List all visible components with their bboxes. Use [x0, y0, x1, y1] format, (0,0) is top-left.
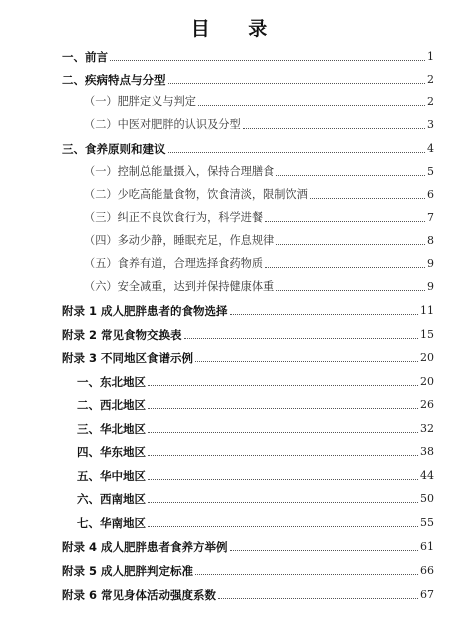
- toc-entry-appendix-5[interactable]: [62, 560, 434, 578]
- toc-entry-label: 三、华北地区: [77, 422, 146, 436]
- leader-dots: [243, 128, 425, 129]
- toc-entry-appendix-1[interactable]: [62, 300, 434, 318]
- leader-dots: [148, 432, 418, 433]
- toc-entry-label: 附录 4 成人肥胖患者食养方举例: [62, 540, 228, 554]
- toc-entry-tcm-classification[interactable]: [84, 114, 434, 132]
- toc-entry-label: 三、食养原则和建议: [62, 142, 166, 156]
- toc-entry-principle-4[interactable]: [84, 230, 434, 248]
- toc-entry-region-southwest[interactable]: [77, 488, 434, 506]
- toc-entry-page-number: 38: [420, 445, 434, 458]
- leader-dots: [276, 290, 425, 291]
- toc-entry-appendix-6[interactable]: [62, 584, 434, 602]
- toc-entry-page-number: 44: [420, 469, 434, 482]
- toc-entry-diet-principles[interactable]: [62, 138, 434, 156]
- toc-entry-page-number: 1: [427, 50, 434, 63]
- leader-dots: [230, 314, 418, 315]
- toc-entry-label: 附录 1 成人肥胖患者的食物选择: [62, 304, 228, 318]
- toc-entry-label: 七、华南地区: [77, 516, 146, 530]
- toc-entry-region-east[interactable]: [77, 441, 434, 459]
- toc-entry-obesity-definition[interactable]: [84, 91, 434, 109]
- leader-dots: [198, 105, 425, 106]
- toc-entry-page-number: 20: [420, 351, 434, 364]
- toc-entry-label: 一、东北地区: [77, 375, 146, 389]
- leader-dots: [276, 175, 425, 176]
- toc-entry-principle-6[interactable]: [84, 276, 434, 294]
- leader-dots: [168, 83, 426, 84]
- toc-entry-label: 四、华东地区: [77, 445, 146, 459]
- page-title: 目 录: [190, 18, 284, 40]
- toc-entry-region-south[interactable]: [77, 512, 434, 530]
- leader-dots: [218, 598, 418, 599]
- toc-entry-appendix-4[interactable]: [62, 536, 434, 554]
- toc-entry-page-number: 66: [420, 564, 434, 577]
- toc-entry-page-number: 20: [420, 375, 434, 388]
- toc-entry-page-number: 7: [427, 211, 434, 224]
- leader-dots: [184, 338, 418, 339]
- toc-entry-page-number: 55: [420, 516, 434, 529]
- leader-dots: [148, 526, 418, 527]
- toc-entry-page-number: 61: [420, 540, 434, 553]
- toc-entry-label: （二）少吃高能量食物，饮食清淡，限制饮酒: [84, 188, 308, 201]
- toc-entry-label: 二、疾病特点与分型: [62, 73, 166, 87]
- toc-entry-principle-3[interactable]: [84, 207, 434, 225]
- leader-dots: [148, 385, 418, 386]
- leader-dots: [148, 479, 418, 480]
- toc-entry-label: 附录 6 常见身体活动强度系数: [62, 588, 217, 602]
- toc-entry-appendix-2[interactable]: [62, 324, 434, 342]
- toc-entry-principle-1[interactable]: [84, 161, 434, 179]
- toc-entry-page-number: 11: [420, 304, 434, 317]
- toc-entry-page-number: 50: [420, 492, 434, 505]
- toc-entry-region-north[interactable]: [77, 418, 434, 436]
- toc-entry-label: 二、西北地区: [77, 398, 146, 412]
- toc-entry-page-number: 26: [420, 398, 434, 411]
- toc-entry-page-number: 3: [427, 118, 434, 131]
- toc-entry-page-number: 8: [427, 234, 434, 247]
- leader-dots: [148, 455, 418, 456]
- toc-entry-label: （五）食养有道，合理选择食药物质: [84, 257, 264, 270]
- leader-dots: [265, 267, 425, 268]
- toc-entry-page-number: 5: [427, 165, 434, 178]
- toc-entry-page-number: 4: [427, 142, 434, 155]
- toc-entry-page-number: 2: [427, 73, 434, 86]
- toc-entry-label: （三）纠正不良饮食行为，科学进餐: [84, 211, 264, 224]
- toc-entry-label: 一、前言: [62, 50, 108, 64]
- toc-entry-label: 附录 2 常见食物交换表: [62, 328, 182, 342]
- toc-entry-principle-2[interactable]: [84, 184, 434, 202]
- toc-entry-page-number: 6: [427, 188, 434, 201]
- toc-entry-preface[interactable]: [62, 46, 434, 64]
- toc-entry-page-number: 2: [427, 95, 434, 108]
- toc-entry-page-number: 15: [420, 328, 434, 341]
- toc-entry-label: 附录 3 不同地区食谱示例: [62, 351, 194, 365]
- leader-dots: [168, 152, 426, 153]
- toc-entry-region-northeast[interactable]: [77, 371, 434, 389]
- toc-entry-appendix-3[interactable]: [62, 347, 434, 365]
- toc-entry-label: （四）多动少静，睡眠充足，作息规律: [84, 234, 275, 247]
- toc-entry-label: （一）肥胖定义与判定: [84, 95, 196, 108]
- toc-entry-page-number: 67: [420, 588, 434, 601]
- toc-entry-label: （六）安全减重，达到并保持健康体重: [84, 280, 275, 293]
- leader-dots: [148, 408, 418, 409]
- toc-entry-page-number: 9: [427, 257, 434, 270]
- toc-entry-label: （一）控制总能量摄入，保持合理膳食: [84, 165, 275, 178]
- toc-entry-page-number: 32: [420, 422, 434, 435]
- toc-entry-label: （二）中医对肥胖的认识及分型: [84, 118, 241, 131]
- toc-entry-region-northwest[interactable]: [77, 394, 434, 412]
- toc-entry-page-number: 9: [427, 280, 434, 293]
- leader-dots: [195, 574, 418, 575]
- toc-entry-label: 五、华中地区: [77, 469, 146, 483]
- toc-entry-label: 六、西南地区: [77, 492, 146, 506]
- toc-entry-region-central[interactable]: [77, 465, 434, 483]
- toc-entry-principle-5[interactable]: [84, 253, 434, 271]
- leader-dots: [110, 60, 425, 61]
- leader-dots: [276, 244, 425, 245]
- leader-dots: [148, 502, 418, 503]
- leader-dots: [195, 361, 418, 362]
- leader-dots: [265, 221, 425, 222]
- toc-entry-label: 附录 5 成人肥胖判定标准: [62, 564, 194, 578]
- toc-entry-disease-features[interactable]: [62, 69, 434, 87]
- leader-dots: [230, 550, 418, 551]
- leader-dots: [310, 198, 425, 199]
